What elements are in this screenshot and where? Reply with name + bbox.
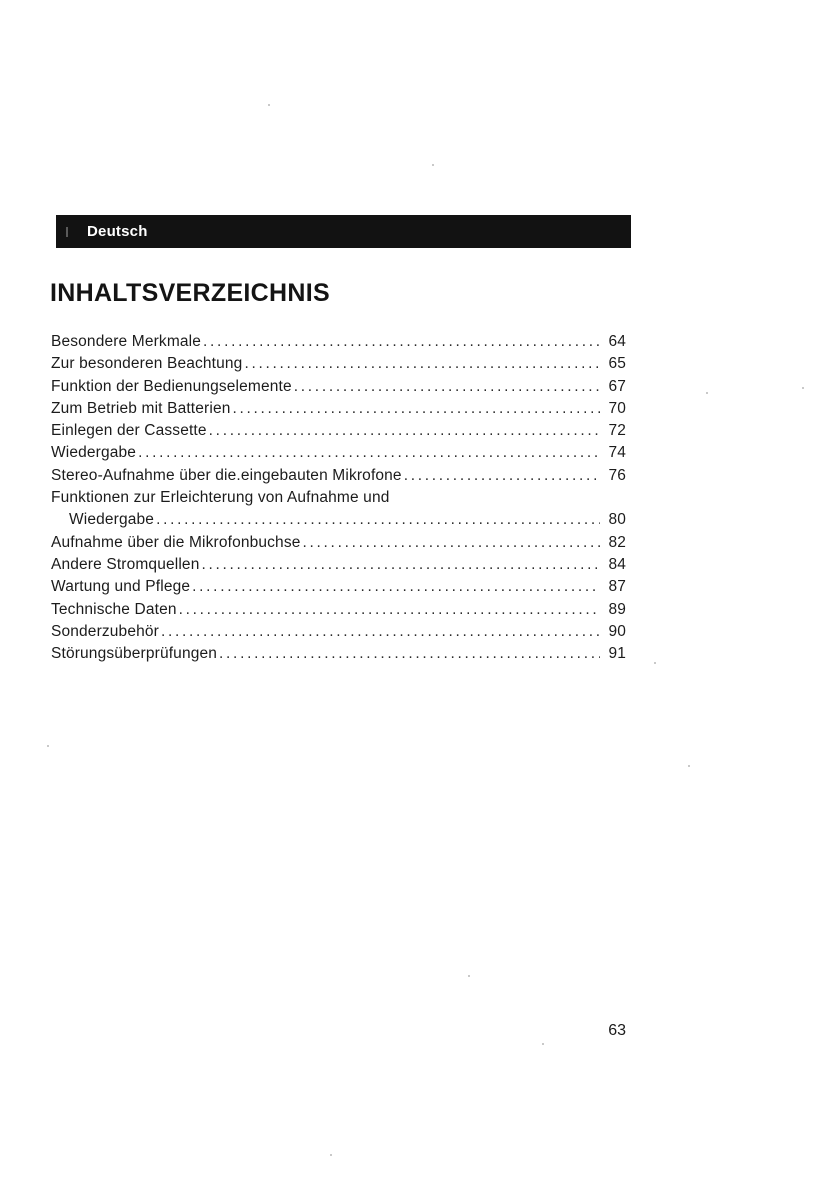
toc-entry <box>51 420 626 442</box>
toc-entry-wrapped-end <box>51 509 626 531</box>
scan-speck <box>268 104 270 106</box>
toc-entry-title: Aufnahme über die Mikrofonbuchse <box>51 533 301 551</box>
toc-entry <box>51 532 626 554</box>
scan-speck <box>47 745 49 747</box>
toc-entry-title: Störungsüberprüfungen <box>51 645 218 663</box>
toc-entry-page: 82 <box>608 533 626 551</box>
toc-entry <box>51 331 626 353</box>
toc-entry-title: Funktion der Bedienungselemente <box>51 377 292 395</box>
toc-entry <box>51 398 626 420</box>
scan-speck <box>802 387 804 389</box>
toc-entry-title: Stereo-Aufnahme über die.eingebauten Mikrofone <box>51 466 402 484</box>
scan-speck <box>330 1154 332 1156</box>
toc-entry-title: Funktionen zur Erleichterung von Aufnahme und <box>51 489 390 507</box>
toc-entry-page: 87 <box>608 578 626 596</box>
toc-entry-wrapped-start <box>51 487 626 509</box>
toc-entry-title: Zum Betrieb mit Batterien <box>51 399 231 417</box>
toc-entry-page: 72 <box>608 422 626 440</box>
page-number: 63 <box>608 1022 626 1039</box>
dot-leader <box>219 643 600 665</box>
language-header-bar <box>56 215 631 248</box>
toc-entry <box>51 643 626 665</box>
toc-entry-title: Zur besonderen Beachtung <box>51 355 243 373</box>
toc-entry-title: Besondere Merkmale <box>51 333 202 350</box>
toc-entry-page: 80 <box>608 511 626 529</box>
toc-entry-page: 91 <box>608 645 626 663</box>
dot-leader <box>203 331 600 353</box>
dot-leader <box>209 420 600 442</box>
bar-tick-mark <box>66 227 68 237</box>
dot-leader <box>232 398 600 420</box>
dot-leader <box>294 376 600 398</box>
dot-leader <box>244 353 600 375</box>
toc-entry-title: Andere Stromquellen <box>51 555 200 573</box>
toc-entry-page: 76 <box>608 466 626 484</box>
toc-entry <box>51 576 626 598</box>
toc-entry <box>51 554 626 576</box>
toc-entry-page: 67 <box>608 377 626 395</box>
scan-speck <box>468 975 470 977</box>
toc-entry-page: 70 <box>608 399 626 417</box>
scan-speck <box>432 164 434 166</box>
toc-entry-page: 74 <box>608 444 626 462</box>
table-of-contents <box>51 331 626 665</box>
language-label: Deutsch <box>87 223 148 240</box>
toc-entry <box>51 465 626 487</box>
dot-leader <box>201 554 600 576</box>
scan-speck <box>542 1043 544 1045</box>
toc-entry-title: Sonderzubehör <box>51 622 159 640</box>
toc-entry-page: 90 <box>608 622 626 640</box>
dot-leader <box>161 621 600 643</box>
toc-entry-page: 84 <box>608 555 626 573</box>
dot-leader <box>138 442 600 464</box>
toc-entry-title: Technische Daten <box>51 600 177 618</box>
toc-entry <box>51 376 626 398</box>
scan-speck <box>706 392 708 394</box>
toc-entry-title: Einlegen der Cassette <box>51 422 207 440</box>
dot-leader <box>156 509 600 531</box>
toc-entry <box>51 621 626 643</box>
toc-entry-page: 65 <box>608 355 626 373</box>
page-title: INHALTSVERZEICHNIS <box>50 279 330 307</box>
toc-entry-title: Wiedergabe <box>69 511 155 529</box>
toc-entry-title: Wiedergabe <box>51 444 137 462</box>
toc-entry-title: Wartung und Pflege <box>51 578 191 596</box>
dot-leader <box>179 599 600 621</box>
toc-entry-page: 64 <box>608 333 626 350</box>
toc-entry <box>51 353 626 375</box>
scan-speck <box>654 662 656 664</box>
dot-leader <box>303 532 601 554</box>
toc-entry <box>51 442 626 464</box>
toc-entry-page: 89 <box>608 600 626 618</box>
scan-speck <box>688 765 690 767</box>
dot-leader <box>192 576 600 598</box>
dot-leader <box>404 465 600 487</box>
toc-entry <box>51 599 626 621</box>
